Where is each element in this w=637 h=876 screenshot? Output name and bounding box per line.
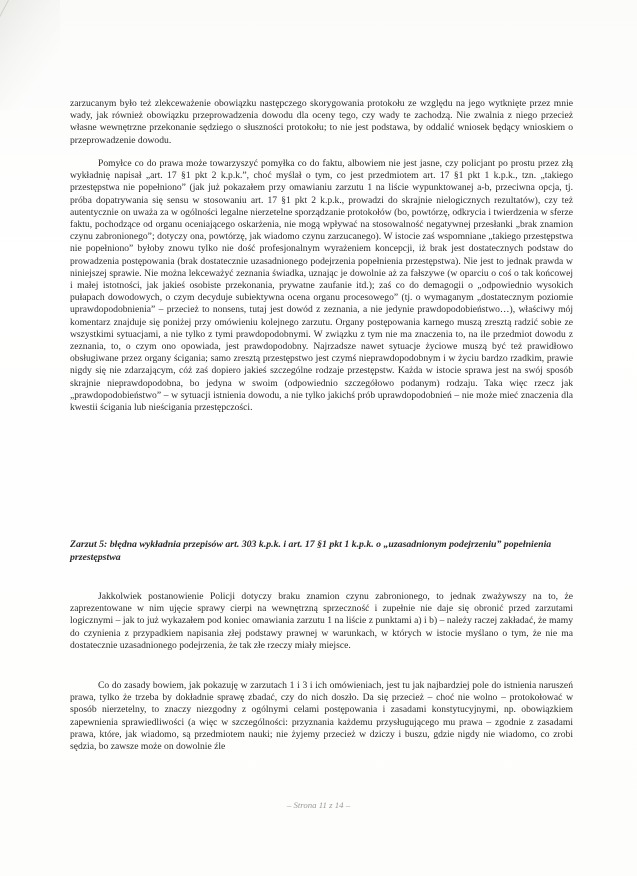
paragraph-text: Pomyłce co do prawa może towarzyszyć pomyłka co do faktu, albowiem nie jest jasne, czy policjant po prostu przez złą wykładnię napisał „art. 17 §1 pkt 2 k.p.k.”, choć myślał o tym, co jest przedmiotem art. 17 §1 pkt 1 k.p.k., tzn. „takiego przestępstwa nie popełniono” (jak już pokazałem przy omawianiu zarzutu 1 na liście wypunktowanej a-b, przeciwna opcja, tj. próba dopatrywania się sensu w stosowaniu art. 17 §1 pkt 2 k.p.k., prowadzi do skrajnie nielogicznych rezultatów), czy też autentycznie on uważa za w ogólności legalne nierzetelne sporządzanie protokołów (bo, powtórzę, odkrycia i twierdzenia w sferze faktu, pochodzące od organu oceniającego oskarżenia, nie mogą wpływać na stosowalność negatywnej przesłanki „brak znamion czynu zabronionego”; dotyczy ona, powtórzę, jak wiadomo czynu zarzucanego). W istocie zaś wspomniane „takiego przestępstwa nie popełniono” byłoby znowu tylko nie dość profesjonalnym wyrażeniem koncepcji, iż brak jest dostatecznych podstaw do prowadzenia postępowania (brak dostatecznie uzasadnionego podejrzenia popełnienia przestępstwa). Nie jest to jednak prawda w niniejszej sprawie. Nie można lekceważyć zeznania świadka, uznając je dowolnie aż za fałszywe (w oparciu o coś o tak końcowej i małej istotności, jak jakieś osobiste przekonania, prywatne zaufanie itd.); zaś co do demagogii o „odpowiednio wysokich pułapach dowodowych, o czym decyduje subiektywna ocena organu procesowego” (tj. o wymaganym „dostatecznym poziomie uprawdopodobnienia” – przecież to nonsens, tutaj jest dowód z zeznania, a nie jedynie prawdopodobieństwo…), właściwy mój komentarz znajduje się poniżej przy omówieniu kolejnego zarzutu. Organy postępowania karnego muszą zresztą radzić sobie ze wszystkimi sytuacjami, a nie tylko z tymi prawdopodobnymi. W związku z tym nie ma znaczenia to, na ile przedmiot dowodu z zeznania, to, o czym ono opowiada, jest prawdopodobny. Najrzadsze nawet sytuacje życiowe muszą być też prawidłowo obsługiwane przez organy ścigania; samo zresztą przestępstwo jest czymś nieprawdopodobnym i w życiu bardzo rzadkim, prawie nigdy się nie zdarzającym, cóż zaś dopiero jakieś szczególne rodzaje przestępstw. Każda w istocie sprawa jest na swój sposób skrajnie nieprawdopodobna, bo jedyna w swoim (odpowiednio szczegółowo podanym) rodzaju. Taka więc rzecz jak „prawdopodobieństwo” – w sytuacji istnienia dowodu, a nie tylko jakichś prób uprawdopodobnień – nie może mieć znaczenia dla kwestii ścigania lub nieścigania przestępczości. — [70, 158, 573, 414]
paragraph-police-decision — [70, 591, 573, 652]
paragraph-text: Jakkolwiek postanowienie Policji dotyczy braku znamion czynu zabronionego, to jednak zważywszy na to, że zaprezentowane w nim ujęcie sprawy cierpi na wewnętrzną sprzeczność i zupełnie nie daje się obronić przed zarzutami logicznymi – jak to już wykazałem pod koniec omawiania zarzutu 1 na liście z punktami a) i b) – należy raczej zakładać, że mamy do czynienia z przypadkiem napisania złej podstawy prawnej w warunkach, w których w istocie myślano o tym, że nie ma dostatecznie uzasadnionego podejrzenia, że tak złe rzeczy miały miejsce. — [70, 591, 573, 651]
paragraph-text: Co do zasady bowiem, jak pokazuję w zarzutach 1 i 3 i ich omówieniach, jest tu jak najbardziej pole do istnienia naruszeń prawa, tylko że trzeba by dokładnie sprawę zbadać, czy do nich doszło. Da się przecież – choć nie wolno – protokołować w sposób nierzetelny, to znaczy niezgodny z ogólnymi celami postępowania i zasadami konstytucyjnymi, np. obowiązkiem zapewnienia sprawiedliwości (a więc w szczególności: przyznania każdemu przysługującego mu prawa – zgodnie z zasadami prawa, które, jak wiadomo, są przedmiotem nauki; nie żyjemy przecież w dziczy i buszu, gdzie nigdy nie wiadomo, co zrobi sędzia, bo zawsze może on dowolnie źle — [70, 680, 573, 753]
paragraph-mistake-of-law — [70, 158, 573, 414]
paragraph-principle — [70, 680, 573, 753]
paragraph-continuation — [70, 98, 573, 147]
paragraph-text: zarzucanym było też zlekceważenie obowiązku następczego skorygowania protokołu ze względu na jego wytknięte przez mnie wady, jak również obowiązku przeprowadzenia dowodu dla oceny tego, czy wady te zachodzą. Nie zwalnia z niego przecież własne wewnętrzne przekonanie sędziego o słuszności protokołu; to nie jest podstawa, by oddalić wniosek będący wnioskiem o przeprowadzenie dowodu. — [70, 98, 573, 146]
section-heading-charge-5: Zarzut 5: błędna wykładnia przepisów art. 303 k.p.k. i art. 17 §1 pkt 1 k.p.k. o „uzasadnionym podejrzeniu” popełnienia przestępstwa — [70, 539, 552, 563]
page-corner-fold — [0, 0, 60, 110]
page-number-footer: – Strona 11 z 14 – — [286, 800, 351, 810]
